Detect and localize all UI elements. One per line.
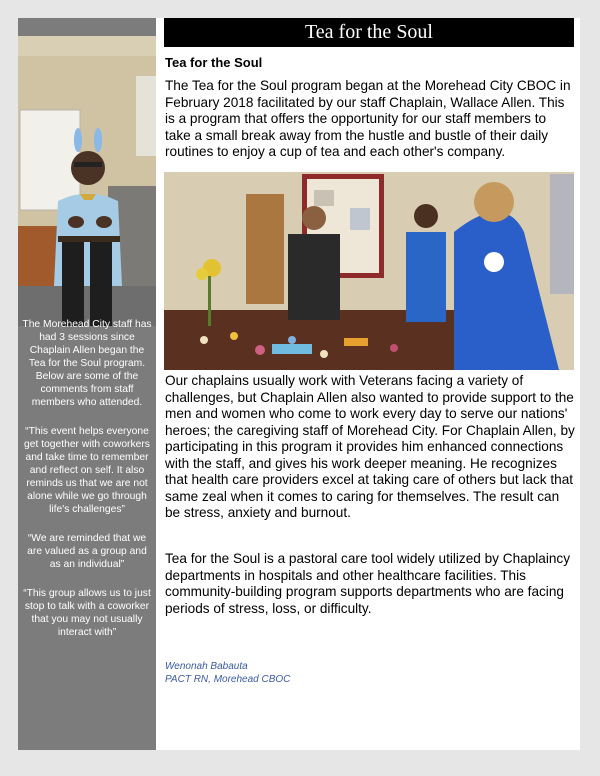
newsletter-page	[18, 18, 580, 750]
intro-paragraph: The Tea for the Soul program began at the Morehead City CBOC in February 2018 facilitated by our staff Chaplain, Wallace Allen. This is a program that offers the opportunity for our staff members to take a small break away from the hustle and bustle of their daily routines to enjoy a cup of tea and each other's company.	[165, 78, 571, 159]
sidebar	[18, 18, 156, 750]
author-title: PACT RN, Morehead CBOC	[165, 674, 291, 685]
chaplain-photo	[18, 36, 156, 326]
tea-session-photo	[164, 172, 574, 370]
author-name: Wenonah Babauta	[165, 661, 248, 672]
staff-quote: “We are reminded that we are valued as a group and as an individual”	[27, 533, 147, 570]
sidebar-comments	[22, 318, 152, 655]
article-heading: Tea for the Soul	[165, 55, 263, 70]
author-signature	[165, 660, 290, 686]
sidebar-intro: The Morehead City staff has had 3 sessions since Chaplain Allen began the Tea for the Soul program. Below are some of the comments from staff members who attended.	[22, 319, 152, 408]
staff-quote: “This group allows us to just stop to talk with a coworker that you may not usually interact with”	[23, 588, 151, 638]
closing-paragraph: Tea for the Soul is a pastoral care tool widely utilized by Chaplaincy departments in hospitals and other healthcare facilities. This community-building program supports departments who are facing periods of stress, loss, or difficulty.	[165, 551, 571, 616]
staff-quote: “This event helps everyone get together with coworkers and take time to remember and reflect on self. It also reminds us that we are not alone while we go through life's challenges”	[24, 426, 150, 515]
page-banner: Tea for the Soul	[164, 18, 574, 47]
body-paragraph: Our chaplains usually work with Veterans facing a variety of challenges, but Chaplain Allen also wanted to provide support to the men and women who come to work every day to serve our nations' heroes; the caregiving staff of Morehead City. For Chaplain Allen, by participating in this program it provides him enhanced connections with the staff, and gives his work deeper meaning. He recognizes that health care providers excel at taking care of others but lack that same zeal when it comes to caring for themselves. The result can be stress, anxiety and burnout.	[165, 373, 575, 520]
